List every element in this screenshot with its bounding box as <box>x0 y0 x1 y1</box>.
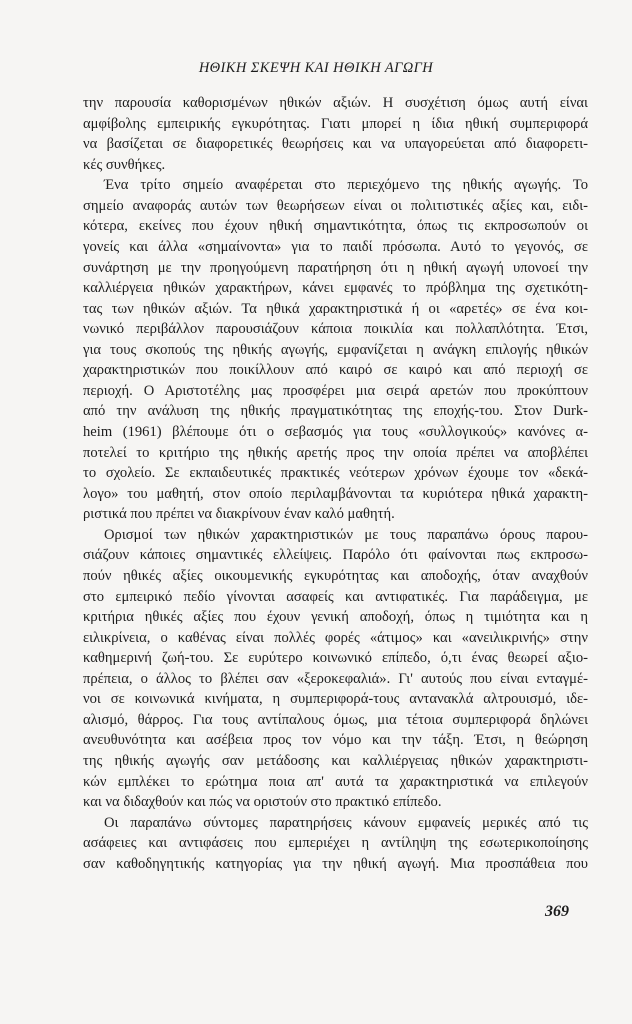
text-line: την παρουσία καθορισμένων ηθικών αξιών. Η συσχέτιση όμως αυτή είναι <box>83 95 588 111</box>
text-line: αμφίβολης εμπειρικής εγκυρότητας. Γιατι μπορεί η ίδια ηθική συμπεριφορά <box>83 115 588 132</box>
text-line: από την ανάλυση της ηθικής πραγματικότητας της εποχής-του. Στον Durk- <box>83 403 588 420</box>
text-line: καθημερινή ζωή-του. Σε ευρύτερο κοινωνικό επίπεδο, ό,τι ένας θεωρεί αξιο- <box>83 650 588 667</box>
text-line: ασάφειες και αντιφάσεις που εμπεριέχει η αντίληψη της εσωτερικοποίησης <box>83 835 588 852</box>
text-line: αλισμό, θάρρος. Για τους αντίπαλους όμως, μια τέτοια συμπεριφορά δηλώνει <box>83 711 588 728</box>
text-line: Ορισμοί των ηθικών χαρακτηριστικών με τους παραπάνω όρους παρου- <box>104 526 588 543</box>
body-text <box>83 93 588 874</box>
text-line: νοι σε κοινωνικά κινήματα, η συμπεριφορά-τους αντανακλά αλτρουισμό, ιδε- <box>83 691 588 708</box>
page-number: 369 <box>545 903 569 920</box>
text-line: σημείο αναφοράς αυτών των θεωρήσεων είναι οι πολιτιστικές αξίες και, ειδι- <box>83 197 588 214</box>
text-line: ειλικρίνεια, ο καθένας είναι πολλές φορές «άτιμος» και «ανειλικρινής» στην <box>83 629 588 646</box>
text-line: κριτήρια ηθικές αξίες που έχουν γενική αποδοχή, όπως η τιμιότητα και η <box>83 609 588 626</box>
text-line: κές συνθήκες. <box>83 156 166 173</box>
text-line: τας των ηθικών αξιών. Τα ηθικά χαρακτηριστικά ή οι «αρετές» σε ένα κοι- <box>83 300 588 317</box>
text-line: της ηθικής αγωγής σαν μετάδοσης και καλλιέργειας ηθικών χαρακτηριστι- <box>83 753 588 769</box>
text-line: και να διδαχθούν και πώς να οριστούν στο πρακτικό επίπεδο. <box>83 794 442 811</box>
text-line: γονείς και άλλα «σημαίνοντα» για το παιδί πρόσωπα. Αυτό το γεγονός, σε <box>83 238 588 255</box>
text-line: συνάρτηση με την προηγούμενη παρατήρηση ότι η ηθική αγωγή υπονοεί την <box>83 259 588 276</box>
text-line: περιοχή. Ο Αριστοτέλης μας προσφέρει μια σειρά αρετών που προκύπτουν <box>83 382 588 399</box>
text-line: Ένα τρίτο σημείο αναφέρεται στο περιεχόμενο της ηθικής αγωγής. Το <box>104 177 588 194</box>
text-line: στο εμπειρικό πεδίο γίνονται ασαφείς και αντιφατικές. Για παράδειγμα, με <box>83 588 588 605</box>
text-line: να βασίζεται σε διαφορετικές θεωρήσεις και να υπαγορεύεται από διαφορετι- <box>83 136 588 153</box>
text-line: το σχολείο. Σε εκπαιδευτικές πρακτικές νεότερων χρόνων έχουμε τον «δεκά- <box>83 465 588 482</box>
running-header: ΗΘΙΚΗ ΣΚΕΨΗ ΚΑΙ ΗΘΙΚΗ ΑΓΩΓΗ <box>198 60 434 76</box>
text-line: ριστικά που πρέπει να διακρίνουν έναν καλό μαθητή. <box>83 506 395 523</box>
text-line: ανευθυνότητα και ασέβεια προς τον νόμο και την τάξη. Έτσι, η θεώρηση <box>83 732 588 749</box>
text-line: heim (1961) βλέπουμε ότι ο σεβασμός για τους «συλλογικούς» κανόνες α- <box>83 424 588 440</box>
text-line: ποτελεί το κριτήριο της ηθικής αρετής προς την οποία πρέπει να αποβλέπει <box>83 444 588 461</box>
text-line: σιάζουν κάποιες σημαντικές ελλείψεις. Παρόλο ότι φαίνονται πως εκπροσω- <box>83 547 588 564</box>
paragraph <box>83 93 588 175</box>
text-line: νωνικό περιβάλλον παρουσιάζουν κάποια ποικιλία και πολλαπλότητα. Έτσι, <box>83 321 588 338</box>
text-line: καλλιέργεια ηθικών χαρακτήρων, κάνει εμφανές το πρόβλημα της σχετικότη- <box>83 280 588 297</box>
text-line: χαρακτηριστικών που ποικίλλουν από καιρό σε καιρό και από περιοχή σε <box>83 362 588 379</box>
text-line: κών εμπλέκει το ερώτημα ποια απ' αυτά τα χαρακτηριστικά να επιλεγούν <box>83 773 588 790</box>
text-line: κότερα, εκείνες που έχουν ηθική σημαντικότητα, όπως τις εκπροσωπούν οι <box>83 218 588 235</box>
paragraph <box>83 175 588 525</box>
text-line: λογο» του μαθητή, στον οποίο περιλαμβάνονται τα κυριότερα ηθικά χαρακτη- <box>83 485 588 502</box>
text-line: πρέπεια, ο άλλος το βλέπει σαν «ξεροκεφαλιά». Γι' αυτούς που είναι ενταγμέ- <box>83 670 588 687</box>
paragraph <box>83 525 588 813</box>
paragraph <box>83 813 588 875</box>
text-line: για τους σκοπούς της ηθικής αγωγής, εμφανίζεται η ανάγκη επιλογής ηθικών <box>83 341 588 358</box>
text-line: Οι παραπάνω σύντομες παρατηρήσεις κάνουν εμφανείς μερικές από τις <box>104 814 588 831</box>
text-line: πούν ηθικές αξίες οικουμενικής εγκυρότητας και αποδοχής, όταν αναχθούν <box>83 567 588 584</box>
text-line: σαν καθοδηγητικής κατηγορίας για την ηθική αγωγή. Μια προσπάθεια που <box>83 855 588 872</box>
